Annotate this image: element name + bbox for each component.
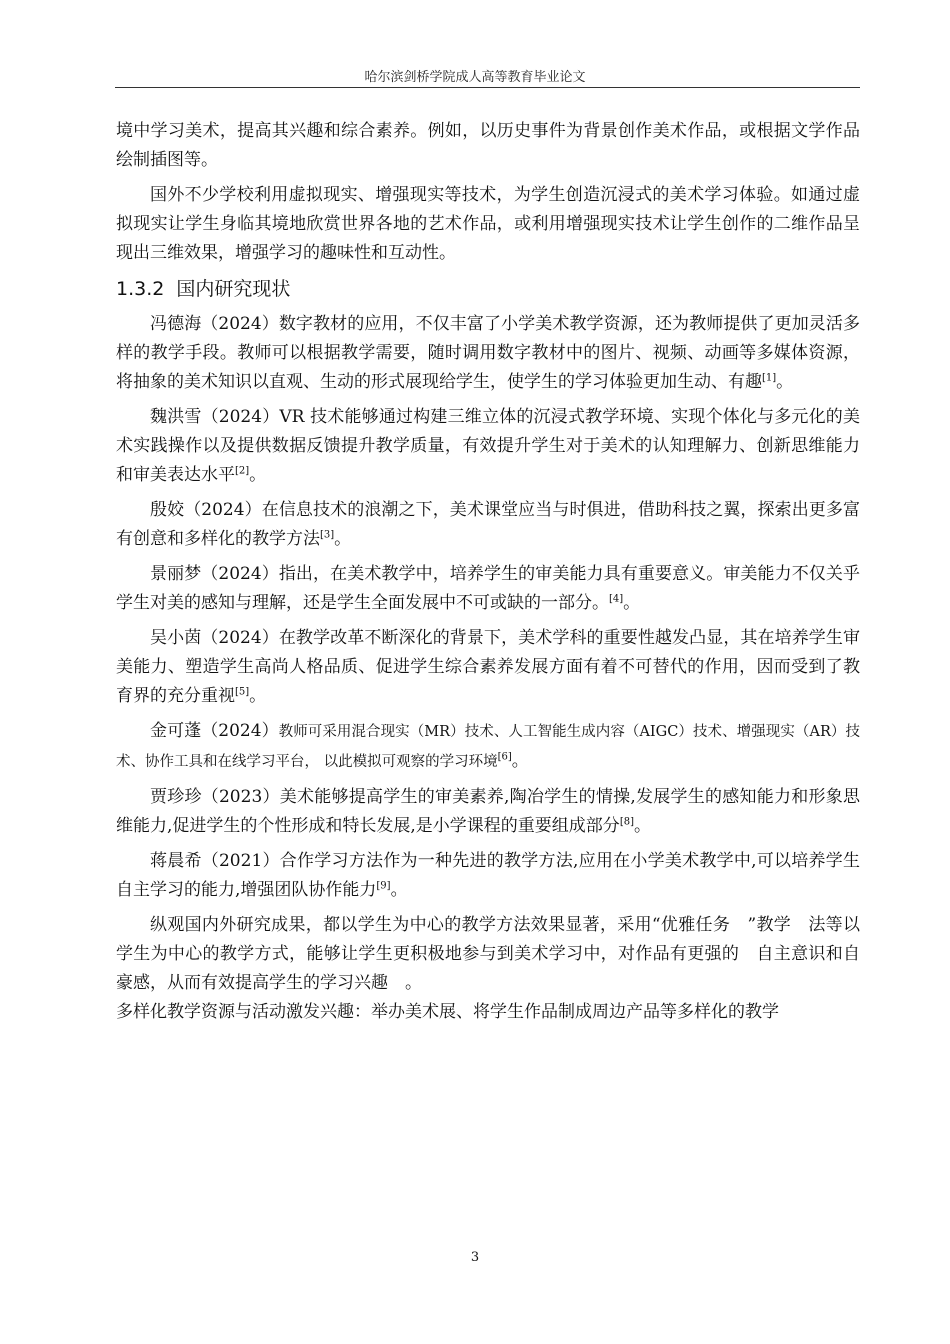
ref-text: 蒋晨希（2021）合作学习方法作为一种先进的教学方法,应用在小学美术教学中,可以培养学生自主学习的能力,增强团队协作能力 xyxy=(116,851,860,900)
reference-paragraph: 冯德海（2024）数字教材的应用，不仅丰富了小学美术教学资源，还为教师提供了更加灵活多样的教学手段。教师可以根据教学需要，随时调用数字教材中的图片、视频、动画等多媒体资源，将抽象的美术知识以直观、生动的形式展现给学生，使学生的学习体验更加生动、有趣[1]。 xyxy=(116,314,860,392)
section-number: 1.3.2 xyxy=(116,278,165,300)
reference-paragraph: 金可蓬（2024）教师可采用混合现实（MR）技术、人工智能生成内容（AIGC）技术、增强现实（AR）技术、协作工具和在线学习平台， 以此模拟可观察的学习环境[6]。 xyxy=(116,721,861,771)
reference-paragraph: 景丽梦（2024）指出，在美术教学中，培养学生的审美能力具有重要意义。审美能力不仅关乎学生对美的感知与理解，还是学生全面发展中不可或缺的一部分。[4]。 xyxy=(116,564,860,613)
ref-lead: 金可蓬（2024） xyxy=(150,721,279,741)
paragraph-foreign-tech: 国外不少学校利用虚拟现实、增强现实等技术，为学生创造沉浸式的美术学习体验。如通过虚拟现实让学生身临其境地欣赏世界各地的艺术作品，或利用增强现实技术让学生创作的二维作品呈现出三维效果，增强学习的趣味性和互动性。 xyxy=(116,185,860,263)
ref-text: 教师可采用混合现实（MR）技术、人工智能生成内容（AIGC）技术、增强现实（AR）技术、协作工具和在线学习平台， 以此模拟可观察的学习环境 xyxy=(116,724,861,770)
reference-paragraph: 吴小茵（2024）在教学改革不断深化的背景下，美术学科的重要性越发凸显，其在培养学生审美能力、塑造学生高尚人格品质、促进学生综合素养发展方面有着不可替代的作用，因而受到了教育界的充分重视[5]。 xyxy=(116,628,860,706)
paragraph-continued: 境中学习美术，提高其兴趣和综合素养。例如，以历史事件为背景创作美术作品，或根据文学作品绘制插图等。 xyxy=(116,121,860,170)
header-rule xyxy=(115,87,860,88)
paragraph-last-line: 多样化教学资源与活动激发兴趣：举办美术展、将学生作品制成周边产品等多样化的教学 xyxy=(116,1002,779,1022)
citation-mark: [4] xyxy=(609,593,624,605)
page-body xyxy=(116,117,860,1027)
ref-text: 殷姣（2024）在信息技术的浪潮之下，美术课堂应当与时俱进，借助科技之翼，探索出更多富有创意和多样化的教学方法 xyxy=(116,500,860,549)
page-number: 3 xyxy=(470,1250,480,1265)
citation-mark: [5] xyxy=(235,686,250,698)
ref-text: 魏洪雪（2024）VR 技术能够通过构建三维立体的沉浸式教学环境、实现个体化与多元化的美术实践操作以及提供数据反馈提升教学质量，有效提升学生对于美术的认知理解力、创新思维能力和审美表达水平 xyxy=(116,407,860,485)
summary-paragraph: 纵观国内外研究成果，都以学生为中心的教学方法效果显著，采用“优雅任务 ”教学 法等以学生为中心的教学方式，能够让学生更积极地参与到美术学习中，对作品有更强的 自主意识和自豪感，从而有效提高学生的学习兴趣 。 xyxy=(116,915,860,993)
citation-mark: [9] xyxy=(376,880,391,892)
section-heading xyxy=(116,274,860,304)
ref-text: 冯德海（2024）数字教材的应用，不仅丰富了小学美术教学资源，还为教师提供了更加灵活多样的教学手段。教师可以根据教学需要，随时调用数字教材中的图片、视频、动画等多媒体资源，将抽象的美术知识以直观、生动的形式展现给学生，使学生的学习体验更加生动、有趣 xyxy=(116,314,860,392)
ref-text: 景丽梦（2024）指出，在美术教学中，培养学生的审美能力具有重要意义。审美能力不仅关乎学生对美的感知与理解，还是学生全面发展中不可或缺的一部分。 xyxy=(116,564,860,613)
citation-mark: [6] xyxy=(497,751,512,763)
section-title: 国内研究现状 xyxy=(176,278,291,300)
reference-paragraph: 贾珍珍（2023）美术能够提高学生的审美素养,陶冶学生的情操,发展学生的感知能力和形象思维能力,促进学生的个性形成和特长发展,是小学课程的重要组成部分[8]。 xyxy=(116,787,860,836)
ref-text: 吴小茵（2024）在教学改革不断深化的背景下，美术学科的重要性越发凸显，其在培养学生审美能力、塑造学生高尚人格品质、促进学生综合素养发展方面有着不可替代的作用，因而受到了教育界的充分重视 xyxy=(116,628,860,706)
reference-paragraph: 殷姣（2024）在信息技术的浪潮之下，美术课堂应当与时俱进，借助科技之翼，探索出更多富有创意和多样化的教学方法[3]。 xyxy=(116,500,860,549)
citation-mark: [3] xyxy=(320,529,335,541)
citation-mark: [8] xyxy=(619,816,634,828)
page-header: 哈尔滨剑桥学院成人高等教育毕业论文 xyxy=(364,70,586,85)
ref-text: 贾珍珍（2023）美术能够提高学生的审美素养,陶冶学生的情操,发展学生的感知能力和形象思维能力,促进学生的个性形成和特长发展,是小学课程的重要组成部分 xyxy=(116,787,860,836)
citation-mark: [2] xyxy=(235,465,250,477)
reference-paragraph: 蒋晨希（2021）合作学习方法作为一种先进的教学方法,应用在小学美术教学中,可以培养学生自主学习的能力,增强团队协作能力[9]。 xyxy=(116,851,860,900)
reference-paragraph: 魏洪雪（2024）VR 技术能够通过构建三维立体的沉浸式教学环境、实现个体化与多元化的美术实践操作以及提供数据反馈提升教学质量，有效提升学生对于美术的认知理解力、创新思维能力和审美表达水平[2]。 xyxy=(116,407,860,485)
citation-mark: [1] xyxy=(762,372,777,384)
